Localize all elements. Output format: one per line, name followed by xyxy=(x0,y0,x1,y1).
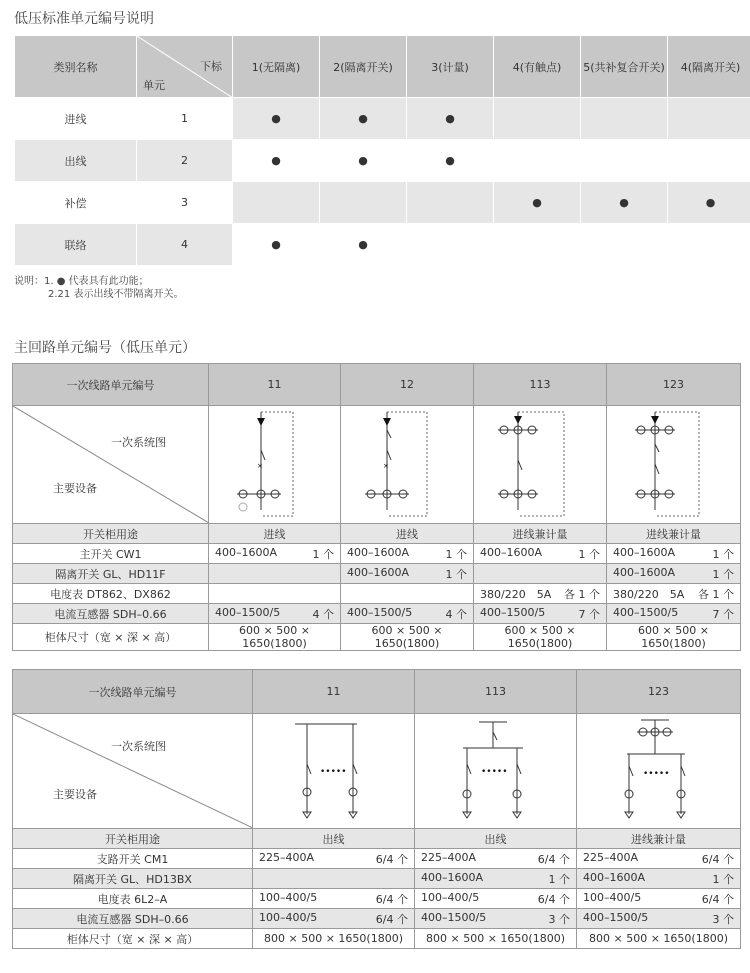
single-line-diagram-11 xyxy=(209,406,341,524)
spec-cell xyxy=(577,849,741,869)
feature-mark xyxy=(581,224,668,266)
spec-cell xyxy=(607,604,741,624)
feature-mark xyxy=(494,140,581,182)
spec-value: 400–1500/5 xyxy=(480,605,546,619)
single-line-diagram-113 xyxy=(415,714,577,829)
spec-cell xyxy=(474,564,607,584)
spec-value: 400–1500/5 xyxy=(215,605,281,619)
feature-mark: ● xyxy=(233,224,320,266)
single-line-diagram-113 xyxy=(474,406,607,524)
row-unit: 2 xyxy=(137,140,233,182)
spec-value: 600 × 500 × 1650(1800) xyxy=(239,624,310,650)
col-header: 12 xyxy=(341,364,474,406)
note-label: 说明： xyxy=(14,276,44,287)
spec-value: 100–400/5 xyxy=(583,890,642,904)
spec-value: 400–1600A xyxy=(215,545,278,559)
col-header: 11 xyxy=(209,364,341,406)
spec-quantity: 6/4 个 xyxy=(375,852,408,866)
diagram-outgoing-isolator-icon xyxy=(415,714,577,828)
feature-mark xyxy=(407,182,494,224)
feature-mark: ● xyxy=(320,140,407,182)
spec-cell xyxy=(253,889,415,909)
feature-mark xyxy=(668,98,750,140)
spec-cell xyxy=(209,604,341,624)
spec-quantity: 6/4 个 xyxy=(375,912,408,926)
table-row xyxy=(13,929,741,949)
spec-cell xyxy=(577,929,741,949)
table-row xyxy=(13,869,741,889)
spec-value: 380/220 5A xyxy=(480,587,552,601)
spec-cell xyxy=(341,584,474,604)
row-label: 开关柜用途 xyxy=(13,829,253,849)
spec-quantity: 1 个 xyxy=(712,872,734,886)
row-name: 进线 xyxy=(15,98,137,140)
spec-quantity: 6/4 个 xyxy=(537,892,570,906)
spec-cell xyxy=(341,564,474,584)
spec-quantity: 各 1 个 xyxy=(698,587,734,601)
corner-subscript-label: 下标 xyxy=(200,60,222,73)
spec-cell xyxy=(577,909,741,929)
feature-mark xyxy=(320,182,407,224)
single-line-diagram-11 xyxy=(253,714,415,829)
spec-cell xyxy=(209,624,341,651)
spec-cell xyxy=(415,869,577,889)
spec-cell xyxy=(341,544,474,564)
diagram-metering-isolator-icon xyxy=(607,406,741,523)
spec-quantity: 1 个 xyxy=(712,547,734,561)
spec-value: 进线 xyxy=(263,527,286,541)
diagram-metering-icon xyxy=(474,406,607,523)
table-row xyxy=(13,564,741,584)
row-label: 电流互感器 SDH–0.66 xyxy=(13,909,253,929)
table-row xyxy=(13,584,741,604)
equipment-label: 主要设备 xyxy=(53,788,97,801)
row-label: 柜体尺寸（宽 × 深 × 高） xyxy=(13,929,253,949)
spec-cell xyxy=(253,929,415,949)
col-header: 113 xyxy=(474,364,607,406)
spec-cell xyxy=(474,584,607,604)
spec-quantity: 1 个 xyxy=(548,872,570,886)
feature-mark xyxy=(581,98,668,140)
spec-cell xyxy=(253,869,415,889)
spec-value: 400–1600A xyxy=(613,545,676,559)
spec-value: 400–1500/5 xyxy=(583,910,649,924)
equipment-label: 主要设备 xyxy=(53,482,97,495)
spec-cell xyxy=(415,889,577,909)
row-label: 电度表 6L2–A xyxy=(13,889,253,909)
spec-value: 400–1500/5 xyxy=(347,605,413,619)
spec-quantity: 4 个 xyxy=(312,607,334,621)
col-header: 1(无隔离) xyxy=(233,36,320,98)
svg-text:•••••: ••••• xyxy=(643,769,670,779)
row-unit: 1 xyxy=(137,98,233,140)
spec-value: 380/220 5A xyxy=(613,587,685,601)
feature-mark xyxy=(494,98,581,140)
feature-mark: ● xyxy=(320,98,407,140)
main-circuit-table-2 xyxy=(12,669,741,949)
single-line-diagram-123 xyxy=(577,714,741,829)
spec-value: 出线 xyxy=(322,832,345,846)
row-label: 主开关 CW1 xyxy=(13,544,209,564)
spec-cell xyxy=(253,909,415,929)
spec-value: 400–1600A xyxy=(347,545,410,559)
header-label: 一次线路单元编号 xyxy=(13,670,253,714)
spec-value: 400–1600A xyxy=(613,565,676,579)
header-label: 一次线路单元编号 xyxy=(13,364,209,406)
table-row xyxy=(13,849,741,869)
spec-value: 225–400A xyxy=(259,850,315,864)
spec-value: 100–400/5 xyxy=(421,890,480,904)
table-row xyxy=(13,829,741,849)
col-header: 113 xyxy=(415,670,577,714)
diagram-corner xyxy=(13,714,253,829)
legend-note xyxy=(14,275,183,301)
feature-mark xyxy=(668,224,750,266)
spec-cell xyxy=(607,624,741,651)
table-row xyxy=(13,604,741,624)
main-circuit-table-1 xyxy=(12,363,741,651)
spec-value: 100–400/5 xyxy=(259,910,318,924)
spec-quantity: 3 个 xyxy=(712,912,734,926)
spec-value: 400–1600A xyxy=(347,565,410,579)
spec-value: 出线 xyxy=(484,832,507,846)
spec-cell xyxy=(341,624,474,651)
row-label: 隔离开关 GL、HD13BX xyxy=(13,869,253,889)
spec-quantity: 7 个 xyxy=(578,607,600,621)
col-header: 2(隔离开关) xyxy=(320,36,407,98)
spec-cell xyxy=(577,829,741,849)
feature-mark: ● xyxy=(494,182,581,224)
spec-cell xyxy=(474,624,607,651)
spec-cell xyxy=(577,889,741,909)
spec-value: 进线兼计量 xyxy=(631,832,686,846)
spec-value: 400–1600A xyxy=(583,870,646,884)
spec-cell xyxy=(415,909,577,929)
spec-quantity: 3 个 xyxy=(548,912,570,926)
corner-unit-label: 单元 xyxy=(143,79,165,92)
spec-value: 800 × 500 × 1650(1800) xyxy=(589,932,728,945)
row-name: 补偿 xyxy=(15,182,137,224)
spec-cell xyxy=(474,524,607,544)
diagram-metering-outgoing-icon xyxy=(577,714,741,828)
spec-value: 225–400A xyxy=(583,850,639,864)
spec-value: 400–1500/5 xyxy=(421,910,487,924)
spec-quantity: 1 个 xyxy=(445,547,467,561)
table-row xyxy=(13,544,741,564)
spec-quantity: 6/4 个 xyxy=(701,892,734,906)
spec-cell xyxy=(209,544,341,564)
col-header: 123 xyxy=(607,364,741,406)
row-label: 隔离开关 GL、HD11F xyxy=(13,564,209,584)
spec-cell xyxy=(474,544,607,564)
spec-cell xyxy=(253,829,415,849)
row-label: 电度表 DT862、DX862 xyxy=(13,584,209,604)
spec-cell xyxy=(341,604,474,624)
spec-value: 400–1600A xyxy=(421,870,484,884)
diagram-outgoing-icon xyxy=(253,714,415,828)
diagram-label: 一次系统图 xyxy=(111,436,166,449)
note-line-1: 1. ● 代表具有此功能； xyxy=(44,276,149,287)
spec-cell xyxy=(474,604,607,624)
table-row xyxy=(13,909,741,929)
row-label: 支路开关 CM1 xyxy=(13,849,253,869)
feature-mark: ● xyxy=(407,98,494,140)
diagram-corner xyxy=(13,406,209,524)
row-unit: 4 xyxy=(137,224,233,266)
spec-cell xyxy=(253,849,415,869)
col-header: 11 xyxy=(253,670,415,714)
spec-cell xyxy=(341,524,474,544)
section1-title: 低压标准单元编号说明 xyxy=(14,11,154,27)
feature-mark xyxy=(668,140,750,182)
spec-value: 进线兼计量 xyxy=(512,527,568,541)
row-label: 电流互感器 SDH–0.66 xyxy=(13,604,209,624)
spec-quantity: 1 个 xyxy=(445,567,467,581)
spec-quantity: 1 个 xyxy=(312,547,334,561)
feature-mark xyxy=(494,224,581,266)
feature-mark: ● xyxy=(233,140,320,182)
unit-numbering-table xyxy=(14,35,750,266)
feature-mark: ● xyxy=(407,140,494,182)
diagram-incoming-isolator-icon xyxy=(341,406,474,523)
svg-text:×: × xyxy=(257,462,263,470)
feature-mark xyxy=(407,224,494,266)
spec-quantity: 7 个 xyxy=(712,607,734,621)
spec-value: 400–1500/5 xyxy=(613,605,679,619)
spec-value: 进线兼计量 xyxy=(646,527,701,541)
spec-cell xyxy=(415,829,577,849)
feature-mark: ● xyxy=(233,98,320,140)
spec-quantity: 6/4 个 xyxy=(375,892,408,906)
row-name: 出线 xyxy=(15,140,137,182)
spec-value: 400–1600A xyxy=(480,545,543,559)
spec-value: 600 × 500 × 1650(1800) xyxy=(504,624,576,650)
table-row xyxy=(15,224,750,266)
corner-diagonal-line xyxy=(13,714,253,828)
spec-cell xyxy=(415,849,577,869)
table-row xyxy=(13,624,741,651)
feature-mark xyxy=(581,140,668,182)
spec-cell xyxy=(577,869,741,889)
spec-quantity: 各 1 个 xyxy=(564,587,600,601)
table-row xyxy=(15,140,750,182)
single-line-diagram-123 xyxy=(607,406,741,524)
svg-text:•••••: ••••• xyxy=(481,767,508,777)
single-line-diagram-12 xyxy=(341,406,474,524)
svg-text:•••••: ••••• xyxy=(320,767,347,777)
spec-quantity: 1 个 xyxy=(578,547,600,561)
spec-value: 100–400/5 xyxy=(259,890,318,904)
corner-diagonal-line xyxy=(13,406,209,523)
spec-cell xyxy=(607,564,741,584)
header-corner xyxy=(137,36,233,98)
row-name: 联络 xyxy=(15,224,137,266)
col-header: 3(计量) xyxy=(407,36,494,98)
spec-value: 进线 xyxy=(396,527,418,541)
col-header: 5(共补复合开关) xyxy=(581,36,668,98)
spec-quantity: 6/4 个 xyxy=(701,852,734,866)
header-category: 类别名称 xyxy=(15,36,137,98)
svg-text:×: × xyxy=(383,462,389,470)
spec-cell xyxy=(209,564,341,584)
spec-cell xyxy=(607,524,741,544)
table-row xyxy=(13,889,741,909)
col-header: 4(有触点) xyxy=(494,36,581,98)
row-unit: 3 xyxy=(137,182,233,224)
row-label: 开关柜用途 xyxy=(13,524,209,544)
table-row xyxy=(15,182,750,224)
spec-value: 600 × 500 × 1650(1800) xyxy=(638,624,709,650)
col-header: 123 xyxy=(577,670,741,714)
spec-cell xyxy=(607,544,741,564)
feature-mark: ● xyxy=(581,182,668,224)
feature-mark: ● xyxy=(320,224,407,266)
spec-cell xyxy=(209,584,341,604)
spec-value: 225–400A xyxy=(421,850,477,864)
spec-value: 800 × 500 × 1650(1800) xyxy=(426,932,565,945)
spec-quantity: 6/4 个 xyxy=(537,852,570,866)
diagram-incoming-icon xyxy=(209,406,341,523)
spec-cell xyxy=(607,584,741,604)
section2-title: 主回路单元编号（低压单元） xyxy=(14,340,196,356)
table-row xyxy=(15,98,750,140)
spec-quantity: 4 个 xyxy=(445,607,467,621)
feature-mark xyxy=(233,182,320,224)
diagram-label: 一次系统图 xyxy=(111,740,166,753)
table-row xyxy=(13,524,741,544)
note-line-2: 2.21 表示出线不带隔离开关。 xyxy=(48,289,184,300)
spec-value: 600 × 500 × 1650(1800) xyxy=(371,624,443,650)
spec-quantity: 1 个 xyxy=(712,567,734,581)
spec-cell xyxy=(209,524,341,544)
spec-cell xyxy=(415,929,577,949)
spec-value: 800 × 500 × 1650(1800) xyxy=(264,932,403,945)
col-header: 4(隔离开关) xyxy=(668,36,750,98)
feature-mark: ● xyxy=(668,182,750,224)
row-label: 柜体尺寸（宽 × 深 × 高） xyxy=(13,624,209,651)
